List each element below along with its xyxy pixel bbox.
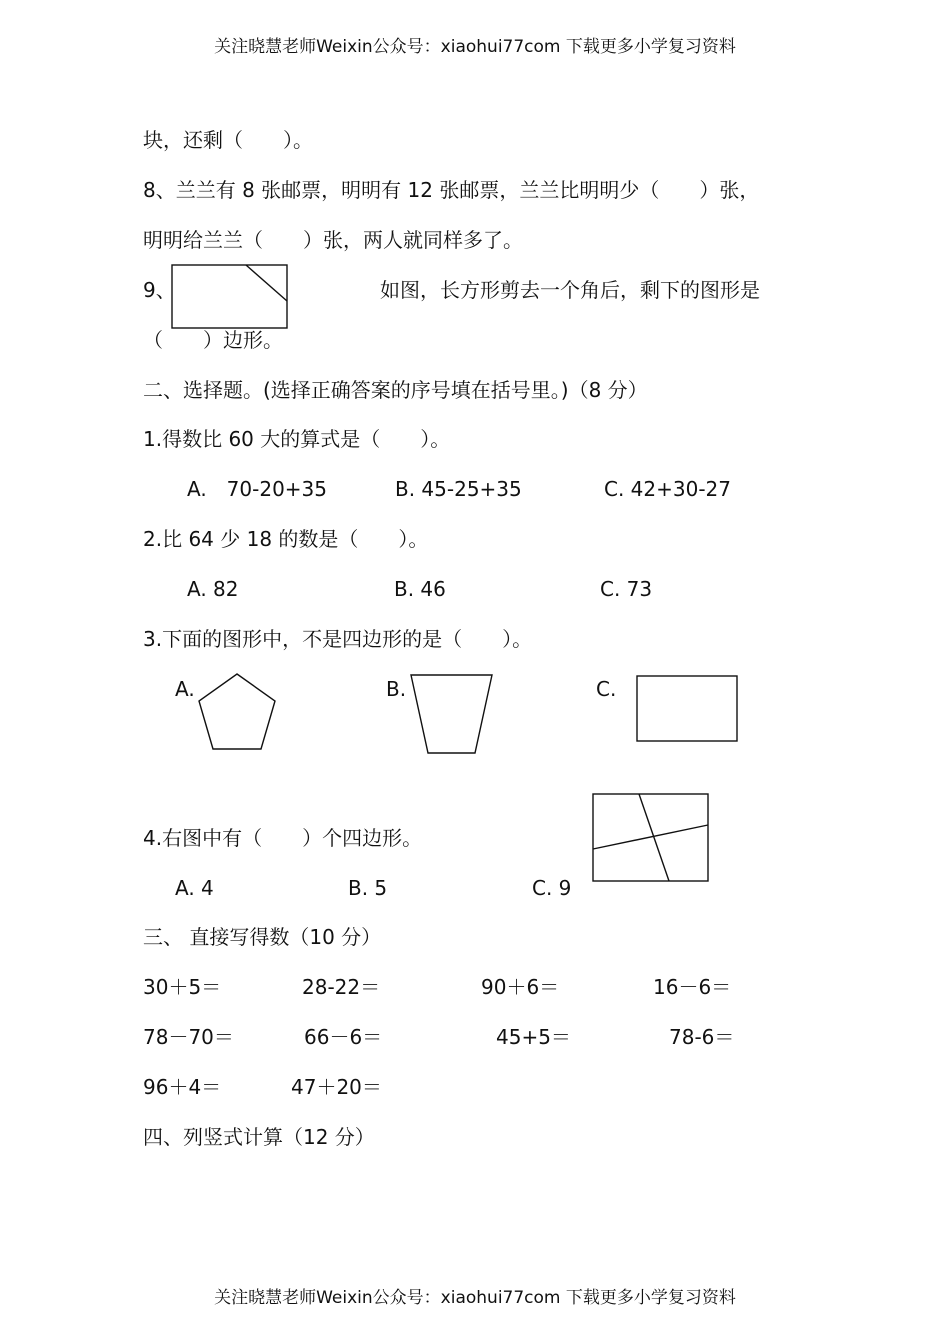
q3-stem: 3.下面的图形中，不是四边形的是（ ）。 bbox=[143, 627, 533, 651]
calc-item: 28-22＝ bbox=[302, 975, 381, 999]
rectangle-cut-corner-figure bbox=[171, 264, 289, 330]
question-7-continuation: 块，还剩（ ）。 bbox=[143, 128, 313, 152]
calc-item: 78－70＝ bbox=[143, 1025, 234, 1049]
q1-stem: 1.得数比 60 大的算式是（ ）。 bbox=[143, 427, 451, 451]
q4-stem: 4.右图中有（ ）个四边形。 bbox=[143, 826, 423, 850]
divided-rectangle-figure bbox=[592, 793, 710, 883]
calc-item: 47＋20＝ bbox=[291, 1075, 382, 1099]
calc-item: 30＋5＝ bbox=[143, 975, 222, 999]
q1-option-a: A. 70-20+35 bbox=[187, 477, 328, 501]
q2-stem: 2.比 64 少 18 的数是（ ）。 bbox=[143, 527, 429, 551]
page-header: 关注晓慧老师Weixin公众号：xiaohui77com 下载更多小学复习资料 bbox=[214, 37, 736, 57]
q3-option-b-label: B. bbox=[386, 677, 407, 701]
q1-option-b: B. 45-25+35 bbox=[395, 477, 522, 501]
question-9-text: 如图，长方形剪去一个角后，剩下的图形是 bbox=[380, 278, 760, 302]
section-4-heading: 四、列竖式计算（12 分） bbox=[143, 1125, 375, 1149]
q2-option-b: B. 46 bbox=[394, 577, 446, 601]
q2-option-a: A. 82 bbox=[187, 577, 239, 601]
calc-item: 66－6＝ bbox=[304, 1025, 383, 1049]
calc-item: 78-6＝ bbox=[669, 1025, 735, 1049]
question-9-line2: （ ）边形。 bbox=[143, 328, 283, 352]
q3-option-c-label: C. bbox=[596, 677, 617, 701]
question-9-number: 9、 bbox=[143, 278, 176, 302]
rectangle-figure bbox=[636, 675, 739, 743]
q4-option-c: C. 9 bbox=[532, 876, 572, 900]
q3-option-a-label: A. bbox=[175, 677, 195, 701]
page-footer: 关注晓慧老师Weixin公众号：xiaohui77com 下载更多小学复习资料 bbox=[214, 1288, 736, 1308]
q4-option-a: A. 4 bbox=[175, 876, 214, 900]
trapezoid-figure bbox=[410, 674, 494, 756]
q1-option-c: C. 42+30-27 bbox=[604, 477, 732, 501]
section-3-heading: 三、 直接写得数（10 分） bbox=[143, 925, 382, 949]
question-8-line1: 8、兰兰有 8 张邮票，明明有 12 张邮票，兰兰比明明少（ ）张， bbox=[143, 178, 760, 202]
section-2-heading: 二、选择题。(选择正确答案的序号填在括号里。)（8 分） bbox=[143, 378, 648, 402]
calc-item: 16－6＝ bbox=[653, 975, 732, 999]
q4-option-b: B. 5 bbox=[348, 876, 388, 900]
calc-item: 90＋6＝ bbox=[481, 975, 560, 999]
question-8-line2: 明明给兰兰（ ）张，两人就同样多了。 bbox=[143, 228, 523, 252]
calc-item: 96＋4＝ bbox=[143, 1075, 222, 1099]
q2-option-c: C. 73 bbox=[600, 577, 653, 601]
calc-item: 45+5＝ bbox=[496, 1025, 571, 1049]
pentagon-figure bbox=[198, 673, 278, 753]
